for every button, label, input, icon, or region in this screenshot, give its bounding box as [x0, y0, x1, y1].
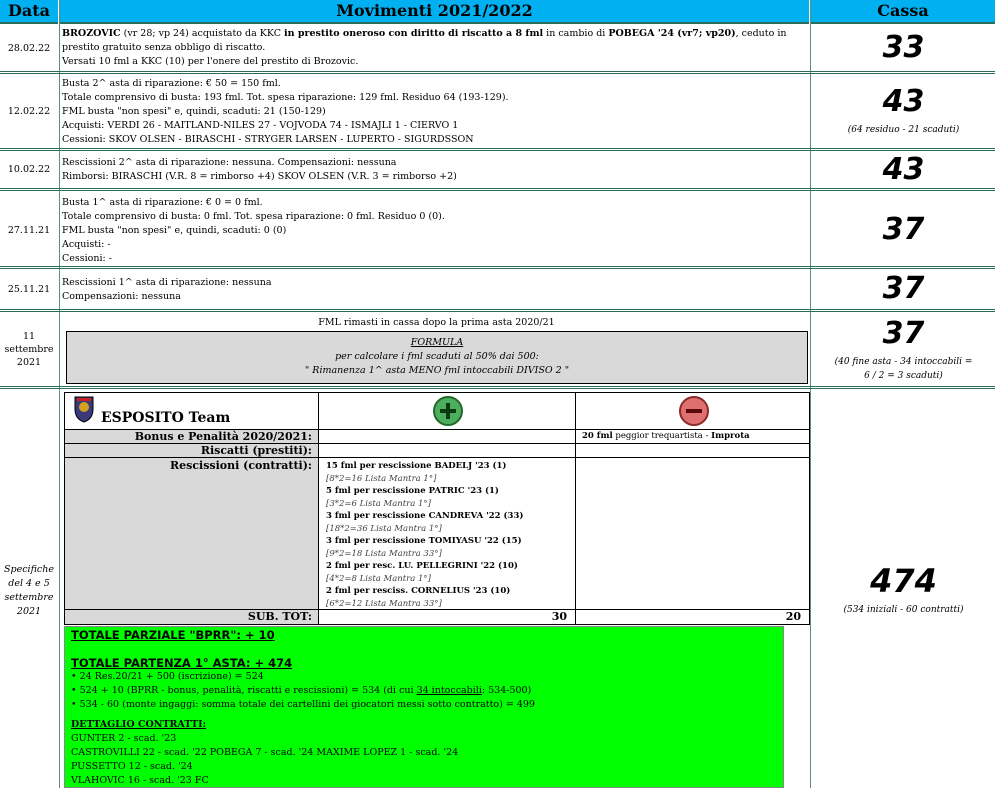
rescissione-item: 3 fml per rescissione TOMIYASU '22 (15): [326, 536, 522, 546]
row-text: Rescissioni 2^ asta di riparazione: nessuna. Compensazioni: nessuna Rimborsi: BIRASCHI (V.R. 8 = rimborso +4) SKOV OLSEN (V.R. 3 = rimborso +2): [62, 157, 457, 182]
row-text: Rescissioni 1^ asta di riparazione: nessuna Compensazioni: nessuna: [62, 277, 272, 302]
rescissioni-plus-cell: [318, 457, 576, 610]
cash-value: 37: [882, 212, 925, 247]
row-date: 25.11.21: [7, 284, 51, 295]
cash-value: 43: [882, 152, 925, 187]
team-name: ESPOSITO Team: [101, 410, 231, 426]
rescissione-item: 2 fml per resciss. CORNELIUS '23 (10): [326, 586, 511, 596]
subtot-minus: 20: [575, 609, 810, 625]
cash-note: (40 fine asta - 34 intoccabili = 6 / 2 = 3 scaduti): [834, 357, 973, 381]
rescissioni-minus-cell: [575, 457, 810, 610]
column-divider: [810, 0, 811, 788]
bonus-minus-cell: 20 fml peggior trequartista - Improta: [575, 429, 810, 444]
row-date: 28.02.22: [7, 43, 51, 54]
rescissioni-label: Rescissioni (contratti):: [64, 457, 319, 610]
team-header: [64, 392, 319, 430]
plus-circle-icon: [432, 395, 464, 427]
rescissione-detail: [3*2=6 Lista Mantra 1°]: [326, 498, 431, 509]
dettaglio-contratti-title: DETTAGLIO CONTRATTI:: [71, 719, 207, 730]
row-date: 12.02.22: [7, 106, 51, 117]
row-separator: [0, 309, 995, 312]
row-text: Busta 2^ asta di riparazione: € 50 = 150 fml. Totale comprensivo di busta: 193 fml. Tot. spesa riparazione: 129 fml. Residuo 64 (193-129). FML busta "non spesi" e, quindi, scaduti: 21 (150-129) Acquisti: VERDI 26 - MAITLAND-NILES 27 - VOJVODA 74 - ISMAJLI 1 - CIERVO 1 Cessioni: SKOV OLSEN - BIRASCHI - STRYGER LARSEN - LUPERTO - SIGURDSSON: [62, 78, 509, 145]
totals-bullet: • 24 Res.20/21 + 500 (iscrizione) = 524: [71, 671, 264, 682]
row-separator: [0, 71, 995, 74]
rescissione-detail: [9*2=18 Lista Mantra 33°]: [326, 548, 442, 559]
bonus-label: Bonus e Penalità 2020/2021:: [64, 429, 319, 444]
row-separator: [0, 188, 995, 191]
minus-column-header: [575, 392, 810, 430]
contract-line: VLAHOVIC 16 - scad. '23 FC: [71, 775, 209, 786]
cash-note: (64 residuo - 21 scaduti): [847, 125, 960, 135]
contract-line: GUNTER 2 - scad. '23: [71, 733, 177, 744]
totals-bullet: • 524 + 10 (BPRR - bonus, penalità, riscatti e rescissioni) = 534 (di cui 34 intoccabili: 534-500): [71, 685, 532, 696]
row-separator: [0, 266, 995, 269]
row-text: Busta 1^ asta di riparazione: € 0 = 0 fml. Totale comprensivo di busta: 0 fml. Tot. spesa riparazione: 0 fml. Residuo 0 (0). FML busta "non spesi" e, quindi, scaduti: 0 (0) Acquisti: - Cessioni: -: [62, 197, 445, 264]
rescissione-detail: [8*2=16 Lista Mantra 1°]: [326, 473, 437, 484]
riscatti-label: Riscatti (prestiti):: [64, 443, 319, 458]
plus-column-header: [318, 392, 576, 430]
rescissione-item: 3 fml per rescissione CANDREVA '22 (33): [326, 511, 524, 521]
header-cash: Cassa: [811, 0, 995, 24]
cash-value: 474: [870, 562, 937, 600]
row-date: Specifiche del 4 e 5 settembre 2021: [4, 564, 54, 617]
subtot-label: SUB. TOT:: [64, 609, 319, 625]
totals-box: [64, 626, 784, 788]
contract-line: CASTROVILLI 22 - scad. '22 POBEGA 7 - scad. '24 MAXIME LOPEZ 1 - scad. '24: [71, 747, 459, 758]
cash-value: 33: [882, 30, 925, 65]
row-text: BROZOVIC (vr 28; vp 24) acquistato da KKC in prestito oneroso con diritto di riscatto a 8 fml in cambio di POBEGA '24 (vr7; vp20), ceduto in prestito gratuito senza obbligo di riscatto. Versati 10 fml a KKC (10) per l'onere del prestito di Brozovic.: [62, 28, 787, 67]
row-separator: [0, 148, 995, 151]
rescissione-item: 5 fml per rescissione PATRIC '23 (1): [326, 486, 499, 496]
row-date: 27.11.21: [7, 225, 51, 236]
rescissione-item: 15 fml per rescissione BADELJ '23 (1): [326, 461, 507, 471]
riscatti-plus-cell: [318, 443, 576, 458]
cash-value: 43: [882, 84, 925, 119]
sept-title: FML rimasti in cassa dopo la prima asta 2020/21: [318, 317, 555, 328]
team-crest-icon: [73, 395, 95, 423]
header-movements: Movimenti 2021/2022: [60, 0, 809, 24]
header-date: Data: [0, 0, 58, 24]
bonus-plus-cell: [318, 429, 576, 444]
cash-value: 37: [882, 271, 925, 306]
row-date: 10.02.22: [7, 164, 51, 175]
totals-bullet: • 534 - 60 (monte ingaggi: somma totale dei cartellini dei giocatori messi sotto contratto) = 499: [71, 699, 535, 710]
cash-note: (534 iniziali - 60 contratti): [843, 605, 964, 615]
rescissione-detail: [4*2=8 Lista Mantra 1°]: [326, 573, 431, 584]
rescissione-detail: [18*2=36 Lista Mantra 1°]: [326, 523, 442, 534]
subtot-plus: 30: [318, 609, 576, 625]
formula-title: FORMULA: [410, 337, 464, 348]
formula-box: [66, 331, 808, 384]
totale-parziale: TOTALE PARZIALE "BPRR": + 10: [71, 628, 275, 642]
rescissione-detail: [6*2=12 Lista Mantra 33°]: [326, 598, 442, 609]
row-date: 11 settembre 2021: [4, 331, 54, 368]
contract-line: PUSSETTO 12 - scad. '24: [71, 761, 193, 772]
row-separator: [0, 386, 995, 389]
formula-line: per calcolare i fml scaduti al 50% dai 500:: [335, 351, 539, 362]
totale-partenza: TOTALE PARTENZA 1° ASTA: + 474: [71, 656, 293, 670]
column-divider: [59, 0, 60, 788]
rescissione-item: 2 fml per resc. LU. PELLEGRINI '22 (10): [326, 561, 518, 571]
formula-line: " Rimanenza 1^ asta MENO fml intoccabili DIVISO 2 ": [304, 365, 570, 376]
riscatti-minus-cell: [575, 443, 810, 458]
minus-circle-icon: [678, 395, 710, 427]
cash-value: 37: [882, 316, 925, 351]
